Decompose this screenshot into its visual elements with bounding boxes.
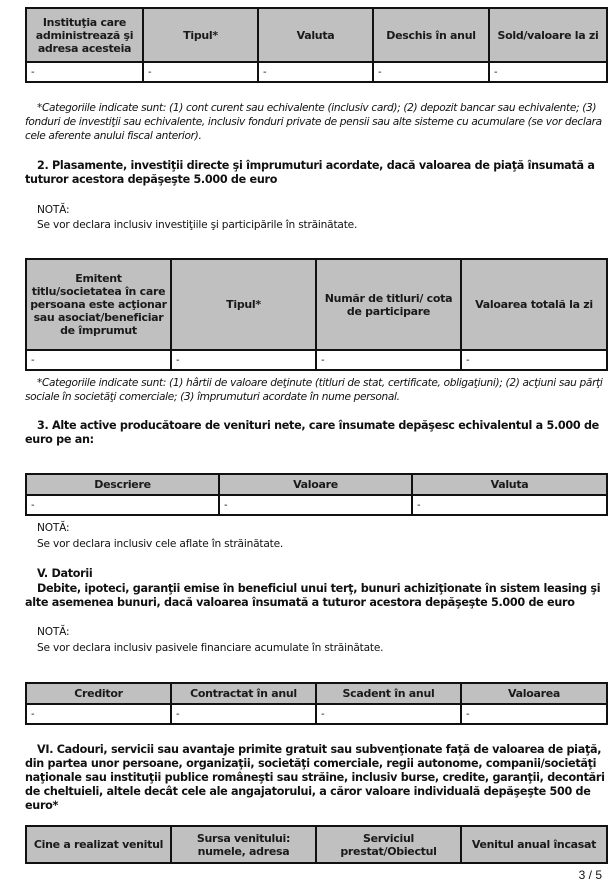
page-number: 3 / 5 bbox=[578, 868, 602, 882]
table-cell: - bbox=[26, 62, 143, 82]
table-cell: - bbox=[143, 62, 258, 82]
section-5-heading: V. Datorii bbox=[37, 567, 93, 580]
column-header-due-year: Scadent în anul bbox=[316, 683, 461, 704]
column-header-securities-count: Număr de titluri/ cota de participare bbox=[316, 259, 461, 350]
table-cell: - bbox=[171, 350, 316, 370]
table-header-row bbox=[26, 683, 607, 704]
column-header-balance: Sold/valoare la zi bbox=[489, 8, 607, 62]
column-header-total-value: Valoarea totală la zi bbox=[461, 259, 607, 350]
column-header-amount: Valoarea bbox=[461, 683, 607, 704]
column-header-currency: Valuta bbox=[412, 474, 607, 495]
table-row bbox=[26, 704, 607, 724]
section-2-title: 2. Plasamente, investiţii directe şi împrumuturi acordate, dacă valoarea de piaţă însumată a tuturor acestora depăşeşte 5.000 de euro bbox=[25, 159, 595, 186]
investments-table bbox=[25, 258, 608, 371]
section-2-note-label: NOTĂ: bbox=[37, 204, 70, 216]
table-row bbox=[26, 350, 607, 370]
debts-table bbox=[25, 682, 608, 725]
table-cell: - bbox=[258, 62, 373, 82]
column-header-annual-income: Venitul anual încasat bbox=[461, 826, 607, 863]
table-header-row bbox=[26, 474, 607, 495]
table-cell: - bbox=[461, 350, 607, 370]
table-cell: - bbox=[171, 704, 316, 724]
table-cell: - bbox=[26, 350, 171, 370]
column-header-type: Tipul* bbox=[171, 259, 316, 350]
section-3-title: 3. Alte active producătoare de venituri nete, care însumate depăşesc echivalentul a 5.000 de euro pe an: bbox=[25, 419, 599, 446]
table-cell: - bbox=[489, 62, 607, 82]
table-cell: - bbox=[26, 704, 171, 724]
column-header-recipient: Cine a realizat venitul bbox=[26, 826, 171, 863]
gifts-table bbox=[25, 825, 608, 864]
table-cell: - bbox=[373, 62, 489, 82]
table-header-row bbox=[26, 826, 607, 863]
column-header-type: Tipul* bbox=[143, 8, 258, 62]
other-assets-table bbox=[25, 473, 608, 516]
column-header-creditor: Creditor bbox=[26, 683, 171, 704]
section-5-text: Debite, ipoteci, garanţii emise în beneficiul unui terţ, bunuri achiziţionate în sistem leasing şi alte asemenea bunuri, dacă valoarea însumată a tuturor acestora depăşeşte 5.000 de euro bbox=[25, 582, 601, 609]
section-3-note-text: Se vor declara inclusiv cele aflate în străinătate. bbox=[37, 538, 284, 550]
column-header-value: Valoare bbox=[219, 474, 412, 495]
column-header-description: Descriere bbox=[26, 474, 219, 495]
table-cell: - bbox=[26, 495, 219, 515]
table-cell: - bbox=[412, 495, 607, 515]
section-5-note-text: Se vor declara inclusiv pasivele financiare acumulate în străinătate. bbox=[37, 642, 384, 654]
column-header-issuer: Emitent titlu/societatea în care persoana este acţionar sau asociat/beneficiar de împrumut bbox=[26, 259, 171, 350]
table-cell: - bbox=[461, 704, 607, 724]
investments-footnote: *Categoriile indicate sunt: (1) hârtii de valoare deţinute (titluri de stat, certificate, obligaţiuni); (2) acţiuni sau părţi sociale în societăţi comerciale; (3) împrumuturi acordate în nume personal. bbox=[25, 377, 603, 403]
column-header-opened-year: Deschis în anul bbox=[373, 8, 489, 62]
column-header-service: Serviciul prestat/Obiectul bbox=[316, 826, 461, 863]
accounts-footnote: *Categoriile indicate sunt: (1) cont curent sau echivalente (inclusiv card); (2) depozit bancar sau echivalente; (3) fonduri de investiţii sau echivalente, inclusiv fonduri private de pensii sau alte sisteme cu acumulare (se vor declara cele aferente anului fiscal anterior). bbox=[25, 102, 602, 142]
accounts-table bbox=[25, 7, 608, 83]
column-header-currency: Valuta bbox=[258, 8, 373, 62]
table-cell: - bbox=[316, 704, 461, 724]
table-row bbox=[26, 62, 607, 82]
table-cell: - bbox=[219, 495, 412, 515]
section-2-note-text: Se vor declara inclusiv investiţiile şi participările în străinătate. bbox=[37, 219, 358, 231]
table-row bbox=[26, 495, 607, 515]
column-header-contracted-year: Contractat în anul bbox=[171, 683, 316, 704]
column-header-source: Sursa venitului: numele, adresa bbox=[171, 826, 316, 863]
section-3-note-label: NOTĂ: bbox=[37, 522, 70, 534]
section-5-note-label: NOTĂ: bbox=[37, 626, 70, 638]
table-header-row bbox=[26, 259, 607, 350]
table-header-row bbox=[26, 8, 607, 62]
table-cell: - bbox=[316, 350, 461, 370]
column-header-institution: Instituţia care administrează şi adresa acesteia bbox=[26, 8, 143, 62]
section-6-title: VI. Cadouri, servicii sau avantaje primite gratuit sau subvenţionate faţă de valoarea de piaţă, din partea unor persoane, organizaţii, societăţi comerciale, regii autonome, companii/societăţi naţionale sau instituţii publice româneşti sau străine, inclusiv burse, credite, garanţii, decontări de cheltuieli, altele decât cele ale angajatorului, a căror valoare individuală depăşeşte 500 de euro* bbox=[25, 743, 605, 812]
